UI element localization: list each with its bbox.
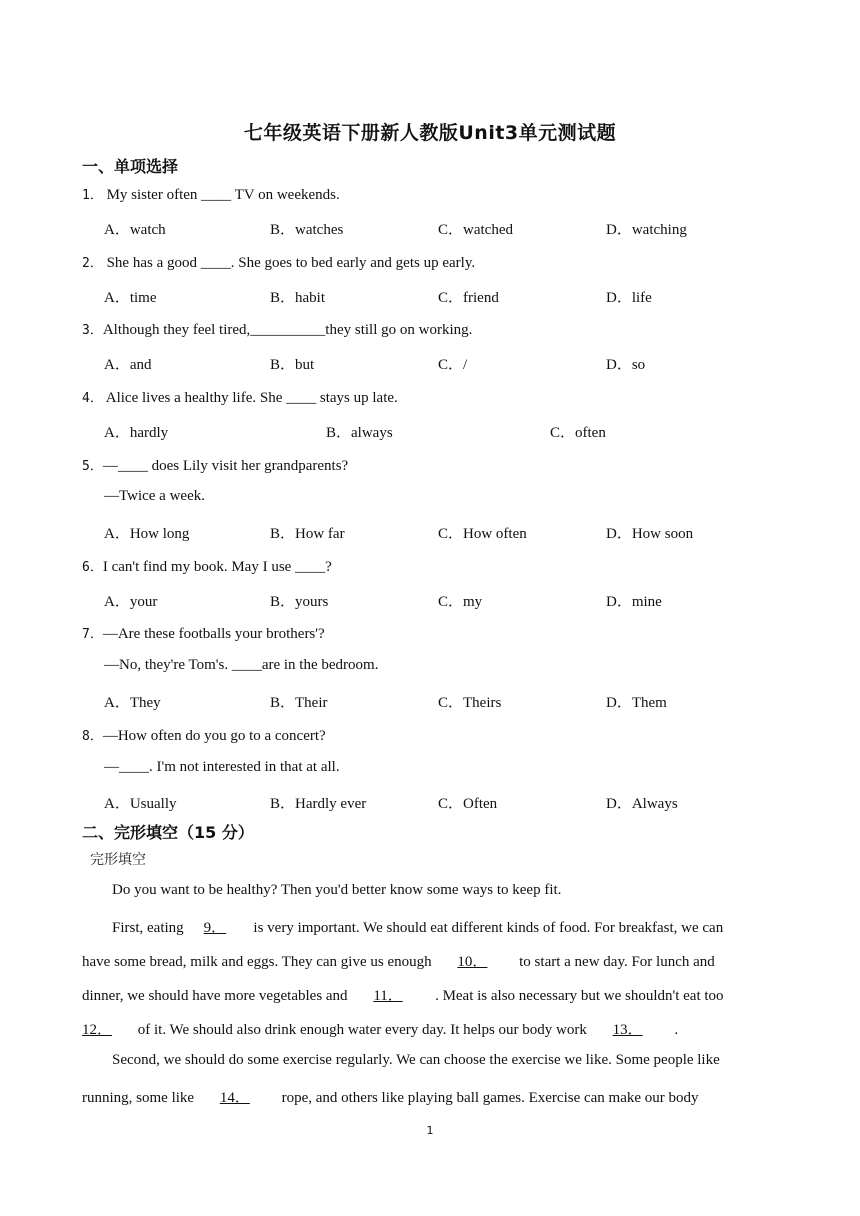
q6-option-c[interactable]: C．my	[438, 594, 483, 610]
q5-option-c[interactable]: C．How often	[438, 526, 527, 542]
cloze-line-6: Second, we should do some exercise regularly. We can choose the exercise we like. Some people like	[112, 1052, 720, 1068]
q6-option-d[interactable]: D．mine	[606, 594, 662, 610]
question-7: 7．—Are these footballs your brothers'?	[82, 626, 325, 642]
question-6: 6．I can't find my book. May I use ____?	[82, 559, 332, 575]
section-heading-2: 二、完形填空（15 分）	[82, 823, 254, 842]
cloze-line-2: First, eating 9． is very important. We should eat different kinds of food. For breakfast, we can	[112, 916, 812, 937]
q3-option-d[interactable]: D．so	[606, 357, 646, 373]
q3-option-a[interactable]: A．and	[104, 357, 152, 373]
q7-option-c[interactable]: C．Theirs	[438, 695, 502, 711]
cloze-line-3: have some bread, milk and eggs. They can give us enough 10． to start a new day. For lunch and	[82, 950, 782, 971]
q3-option-b[interactable]: B．but	[270, 357, 315, 373]
question-1: 1． My sister often ____ TV on weekends.	[82, 187, 340, 203]
question-8: 8．—How often do you go to a concert?	[82, 728, 326, 744]
question-3: 3．Although they feel tired,__________they still go on working.	[82, 322, 473, 338]
blank-11[interactable]: 11．	[373, 988, 403, 1004]
q8-option-b[interactable]: B．Hardly ever	[270, 796, 367, 812]
blank-12[interactable]: 12．	[82, 1022, 113, 1038]
q1-option-b[interactable]: B．watches	[270, 222, 344, 238]
q1-option-c[interactable]: C．watched	[438, 222, 513, 238]
q1-option-a[interactable]: A．watch	[104, 222, 166, 238]
q5-option-d[interactable]: D．How soon	[606, 526, 694, 542]
cloze-line-7: running, some like 14． rope, and others like playing ball games. Exercise can make our body	[82, 1086, 782, 1107]
q1-option-d[interactable]: D．watching	[606, 222, 687, 238]
q2-option-c[interactable]: C．friend	[438, 290, 499, 306]
q7-option-d[interactable]: D．Them	[606, 695, 667, 711]
question-2: 2． She has a good ____. She goes to bed early and gets up early.	[82, 255, 476, 271]
q4-option-b[interactable]: B．always	[326, 425, 393, 441]
question-5: 5．—____ does Lily visit her grandparents?	[82, 458, 349, 474]
q6-option-a[interactable]: A．your	[104, 594, 158, 610]
q3-option-c[interactable]: C．/	[438, 357, 468, 373]
q7-option-a[interactable]: A．They	[104, 695, 161, 711]
blank-10[interactable]: 10．	[457, 954, 488, 970]
blank-9[interactable]: 9．	[203, 920, 227, 936]
q4-option-c[interactable]: C．often	[550, 425, 606, 441]
cloze-line-1: Do you want to be healthy? Then you'd better know some ways to keep fit.	[112, 882, 562, 898]
q5-option-b[interactable]: B．How far	[270, 526, 345, 542]
page-number: 1	[426, 1124, 434, 1137]
q7-option-b[interactable]: B．Their	[270, 695, 328, 711]
blank-14[interactable]: 14．	[219, 1090, 250, 1106]
q2-option-d[interactable]: D．life	[606, 290, 652, 306]
q2-option-a[interactable]: A．time	[104, 290, 157, 306]
q4-option-a[interactable]: A．hardly	[104, 425, 169, 441]
q8-answer-line: —____. I'm not interested in that at all.	[104, 759, 340, 775]
q8-option-c[interactable]: C．Often	[438, 796, 498, 812]
q5-answer-line: —Twice a week.	[104, 488, 205, 504]
q2-option-b[interactable]: B．habit	[270, 290, 325, 306]
cloze-line-5: 12． of it. We should also drink enough water every day. It helps our body work 13． .	[82, 1018, 782, 1039]
section-heading-1: 一、单项选择	[82, 157, 179, 176]
question-4: 4． Alice lives a healthy life. She ____ stays up late.	[82, 390, 398, 406]
q8-option-a[interactable]: A．Usually	[104, 796, 177, 812]
blank-13[interactable]: 13．	[612, 1022, 643, 1038]
cloze-line-4: dinner, we should have more vegetables and 11． . Meat is also necessary but we shouldn't eat too	[82, 984, 782, 1005]
section-subtitle: 完形填空	[90, 852, 146, 868]
q7-answer-line: —No, they're Tom's. ____are in the bedroom.	[104, 657, 379, 673]
q6-option-b[interactable]: B．yours	[270, 594, 329, 610]
q8-option-d[interactable]: D．Always	[606, 796, 678, 812]
page-title: 七年级英语下册新人教版Unit3单元测试题	[243, 122, 617, 144]
q5-option-a[interactable]: A．How long	[104, 526, 190, 542]
